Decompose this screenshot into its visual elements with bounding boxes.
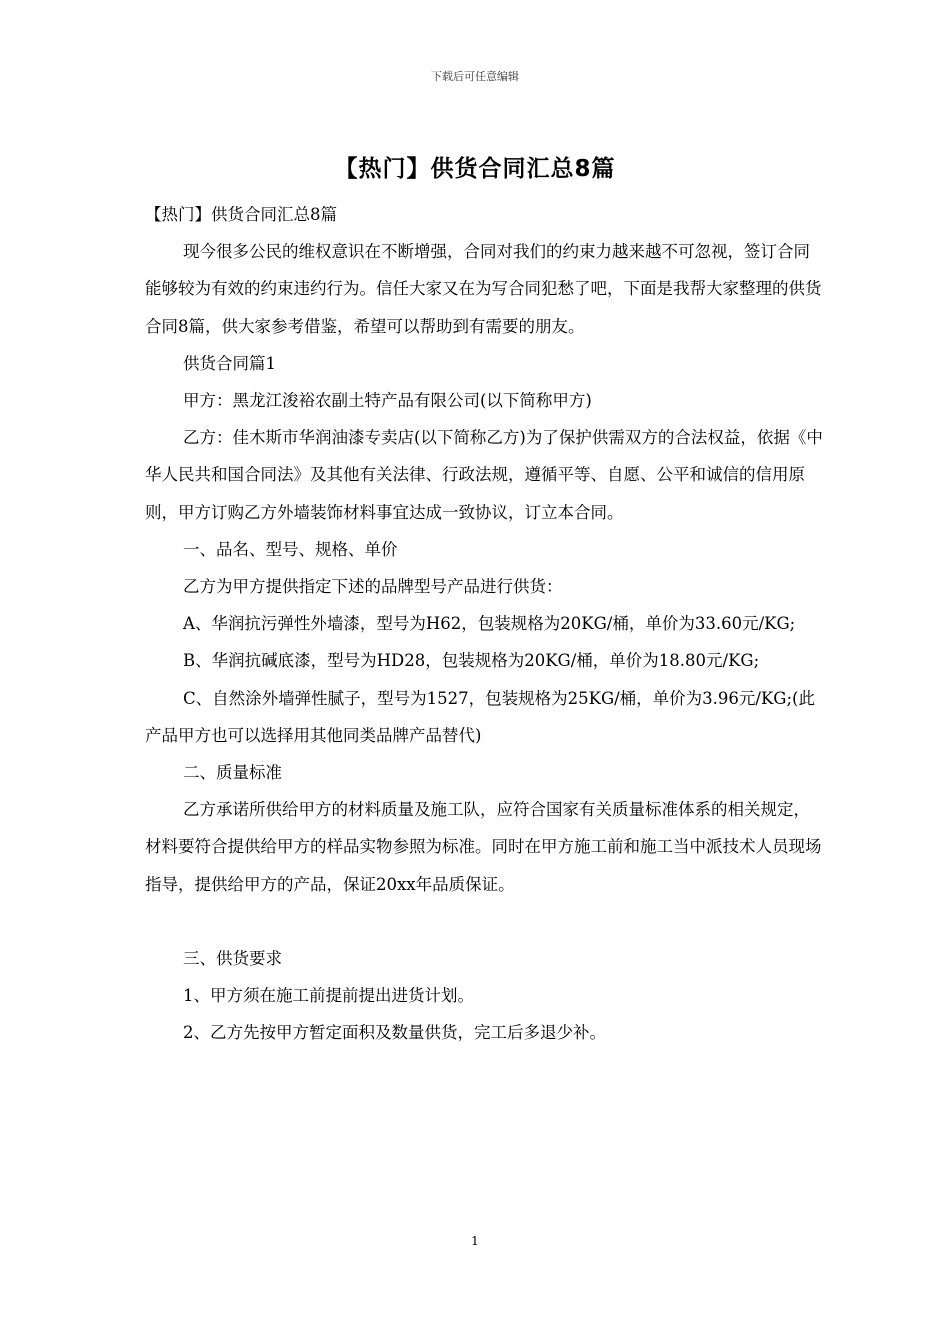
header-note: 下载后可任意编辑 — [431, 70, 519, 83]
party-a-line: 甲方：黑龙江浚裕农副土特产品有限公司(以下简称甲方) — [183, 391, 592, 411]
party-b-paragraph: 乙方：佳木斯市华润油漆专卖店(以下简称乙方)为了保护供需双方的合法权益，依据《中华人民共和国合同法》及其他有关法律、行政法规，遵循平等、自愿、公平和诚信的信用原则，甲方订购乙方外墙装饰材料事宜达成一致协议，订立本合同。 — [145, 428, 823, 522]
section-heading-quality: 二、质量标准 — [183, 763, 282, 783]
section-heading-products: 一、品名、型号、规格、单价 — [183, 539, 398, 559]
supply-requirement-2: 2、乙方先按甲方暂定面积及数量供货，完工后多退少补。 — [183, 1023, 606, 1043]
product-item-c: C、自然涂外墙弹性腻子，型号为1527，包装规格为25KG/桶，单价为3.96元/KG;(此产品甲方也可以选择用其他同类品牌产品替代) — [145, 688, 815, 745]
document-body — [145, 196, 825, 1051]
page-number: 1 — [471, 1234, 479, 1248]
intro-paragraph: 现今很多公民的维权意识在不断增强，合同对我们的约束力越来越不可忽视，签订合同能够较为有效的约束违约行为。信任大家又在为写合同犯愁了吧，下面是我帮大家整理的供货合同8篇，供大家参考借鉴，希望可以帮助到有需要的朋友。 — [145, 242, 822, 336]
section-heading-contract-1: 供货合同篇1 — [183, 353, 276, 373]
quality-paragraph: 乙方承诺所供给甲方的材料质量及施工队，应符合国家有关质量标准体系的相关规定，材料要符合提供给甲方的样品实物参照为标准。同时在甲方施工前和施工当中派技术人员现场指导，提供给甲方的产品，保证20xx年品质保证。 — [145, 800, 822, 894]
product-item-b: B、华润抗碱底漆，型号为HD28，包装规格为20KG/桶，单价为18.80元/KG; — [183, 651, 760, 671]
document-title: 【热门】供货合同汇总8篇 — [334, 156, 616, 182]
paragraph-gap — [145, 903, 825, 940]
subtitle-line: 【热门】供货合同汇总8篇 — [145, 205, 337, 224]
section-heading-supply: 三、供货要求 — [183, 948, 282, 968]
product-item-a: A、华润抗污弹性外墙漆，型号为H62，包装规格为20KG/桶，单价为33.60元/KG; — [183, 614, 796, 634]
supply-statement: 乙方为甲方提供指定下述的品牌型号产品进行供货： — [183, 577, 563, 597]
supply-requirement-1: 1、甲方须在施工前提前提出进货计划。 — [183, 986, 474, 1006]
